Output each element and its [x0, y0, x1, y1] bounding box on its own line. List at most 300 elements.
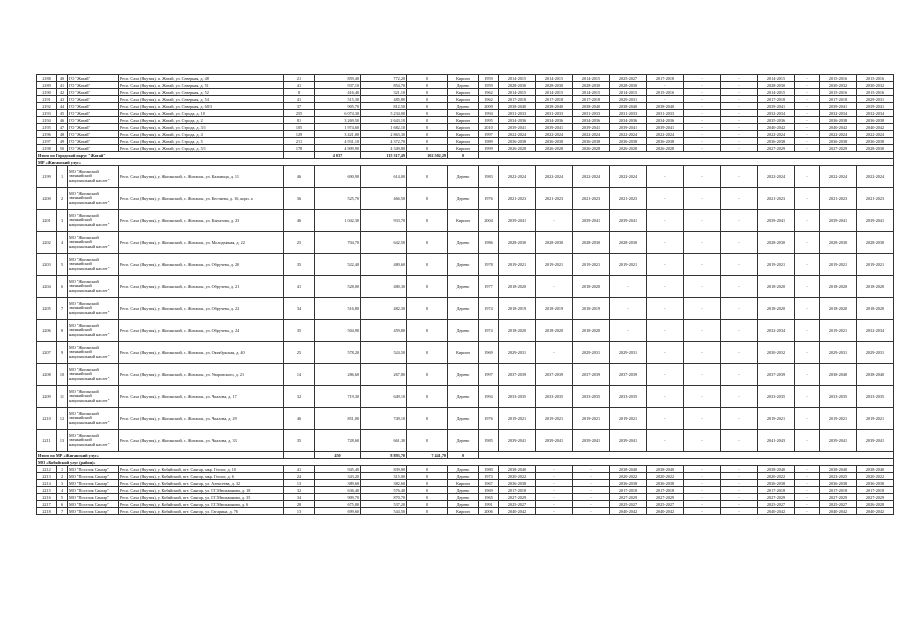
cell-wall: Дерево [448, 494, 479, 501]
cell-y8: 2032-2034 [758, 320, 795, 342]
cell-municipality: ГО "Жатай" [68, 110, 119, 117]
cell-y6: - [684, 508, 721, 515]
cell-flats: 211 [284, 138, 315, 145]
cell-y3: 2034-2036 [573, 117, 610, 124]
cell-y4: 2039-2041 [610, 430, 647, 452]
cell-area_living: 854,70 [361, 82, 407, 89]
cell-y5: - [647, 82, 684, 89]
cell-address: Респ. Саха (Якутия), п. Жатай, ул. Северная, д. 51 [119, 82, 284, 89]
cell-y2: 2014-2015 [536, 75, 573, 82]
cell-area_living: 749,10 [361, 408, 407, 430]
cell-y10: 2036-2038 [820, 117, 857, 124]
cell-y2: - [536, 480, 573, 487]
cell-y5: - [647, 96, 684, 103]
cell-y4: 2027-2029 [610, 494, 647, 501]
cell-y2: 2026-2028 [536, 145, 573, 152]
cell-area_total: 909,70 [315, 494, 361, 501]
cell-y11: 2033-2035 [857, 386, 894, 408]
cell-y2: 2028-2030 [536, 232, 573, 254]
cell-y3: 2026-2028 [573, 145, 610, 152]
cell-area_total: 522,40 [315, 254, 361, 276]
cell-municipality: ГО "Жатай" [68, 89, 119, 96]
cell-address: Респ. Саха (Якутия), п. Жатай, ул. Строда, д. 10 [119, 110, 284, 117]
cell-year: 1983 [479, 166, 499, 188]
cell-y1: 2019-2021 [499, 408, 536, 430]
cell-y11: 2040-2042 [857, 508, 894, 515]
cell-id: 2218 [37, 508, 57, 515]
cell-n: 43 [57, 96, 68, 103]
cell-y6: - [684, 166, 721, 188]
cell-n: 7 [57, 508, 68, 515]
cell-y7: - [721, 210, 758, 232]
cell-y3: 2018-2020 [573, 320, 610, 342]
cell-n: 46 [57, 117, 68, 124]
cell-col8: 0 [407, 494, 448, 501]
cell-area_total: 4 931,10 [315, 138, 361, 145]
cell-year: 1969 [479, 487, 499, 494]
cell-y2: - [536, 276, 573, 298]
cell-y11: 2028-2030 [857, 145, 894, 152]
cell-y1: 2028-2030 [499, 232, 536, 254]
cell-y8: 2035-2036 [758, 117, 795, 124]
cell-area_total: 1 042,30 [315, 210, 361, 232]
cell-address: Респ. Саха (Якутия), п. Жатай, ул. Северная, д. 48 [119, 75, 284, 82]
cell-n: 40 [57, 75, 68, 82]
cell-y3: - [573, 487, 610, 494]
cell-y3: - [573, 501, 610, 508]
cell-y3: - [573, 480, 610, 487]
cell-n: 11 [57, 386, 68, 408]
cell-flats: 105 [284, 124, 315, 131]
cell-y5: 2031-2033 [647, 110, 684, 117]
cell-n: 6 [57, 501, 68, 508]
cell-y8: 2039-2041 [758, 210, 795, 232]
cell-col8: 0 [407, 188, 448, 210]
cell-y6: - [684, 430, 721, 452]
cell-wall: Дерево [448, 364, 479, 386]
cell-y4: 2039-2041 [610, 210, 647, 232]
cell-y10: 2017-2018 [820, 96, 857, 103]
cell-address: Респ. Саха (Якутия), у. Кобяйский, пгт. Сангар, ул. Алексеева, д. 32 [119, 480, 284, 487]
subtotal-area-total: 115 317,49 [361, 152, 407, 159]
cell-y4: 2038-2040 [610, 103, 647, 110]
cell-col8: 0 [407, 276, 448, 298]
cell-year: 1974 [479, 298, 499, 320]
cell-y5: 2036-2038 [647, 138, 684, 145]
cell-y9: - [795, 508, 820, 515]
cell-year: 1969 [479, 342, 499, 364]
cell-y5: 2017-2018 [647, 75, 684, 82]
cell-flats: 41 [284, 96, 315, 103]
cell-id: 2193 [37, 110, 57, 117]
subtotal-blank [284, 452, 315, 459]
cell-y6: - [684, 466, 721, 473]
cell-year: 2006 [479, 508, 499, 515]
cell-y11: 2038-2040 [857, 364, 894, 386]
cell-y5: 2027-2029 [647, 494, 684, 501]
cell-col8: 0 [407, 473, 448, 480]
cell-y9: - [795, 473, 820, 480]
cell-area_total: 578,20 [315, 342, 361, 364]
cell-y1: 2040-2042 [499, 508, 536, 515]
cell-y8: 2020-2022 [758, 473, 795, 480]
cell-id: 2203 [37, 254, 57, 276]
cell-y9: - [795, 232, 820, 254]
cell-address: Респ. Саха (Якутия), у. Кобяйский, пгт. Сангар, мкр. Геолог, д. 6 [119, 473, 284, 480]
cell-y6: - [684, 103, 721, 110]
cell-y5: - [647, 254, 684, 276]
cell-municipality: МО "Жиганский эвенкийский национальный наслег" [68, 276, 119, 298]
cell-y3: 2022-2024 [573, 166, 610, 188]
cell-year: 1999 [479, 145, 499, 152]
cell-y7: - [721, 494, 758, 501]
cell-y1: 2033-2035 [499, 386, 536, 408]
cell-municipality: ГО "Жатай" [68, 124, 119, 131]
cell-y4: 2038-2040 [610, 466, 647, 473]
cell-col8: 0 [407, 166, 448, 188]
cell-y1: 2038-2040 [499, 103, 536, 110]
cell-y9: - [795, 131, 820, 138]
cell-address: Респ. Саха (Якутия), п. Жатай, ул. Строда, д. 4 [119, 131, 284, 138]
cell-y10: 2019-2021 [820, 320, 857, 342]
cell-wall: Дерево [448, 103, 479, 110]
cell-y1: 2028-2030 [499, 82, 536, 89]
cell-col8: 0 [407, 342, 448, 364]
cell-n: 3 [57, 210, 68, 232]
cell-id: 2198 [37, 145, 57, 152]
cell-area_total: 528,00 [315, 276, 361, 298]
cell-y3: 2039-2041 [573, 210, 610, 232]
cell-col8: 0 [407, 124, 448, 131]
cell-address: Респ. Саха (Якутия), у. Жиганский, с. Жиганск, ул. Молодежная, д. 22 [119, 232, 284, 254]
cell-y3: 2028-2030 [573, 232, 610, 254]
cell-address: Респ. Саха (Якутия), у. Кобяйский, пгт. Сангар, ул. Г.Г.Мюльванова, д. 6 [119, 501, 284, 508]
cell-y9: - [795, 386, 820, 408]
cell-area_total: 416,40 [315, 89, 361, 96]
cell-y9: - [795, 117, 820, 124]
cell-y6: - [684, 276, 721, 298]
cell-y2: 2038-2040 [536, 103, 573, 110]
cell-y2: - [536, 494, 573, 501]
cell-n: 4 [57, 232, 68, 254]
cell-y4: 2022-2024 [610, 166, 647, 188]
cell-y10: 2015-2016 [820, 89, 857, 96]
table-row [37, 254, 894, 276]
cell-y3: 2014-2015 [573, 75, 610, 82]
cell-address: Респ. Саха (Якутия), у. Кобяйский, пгт. Сангар, ул. Гагарина, д. 76 [119, 508, 284, 515]
subtotal-label: Итого по МР «Жиганский улус» [37, 452, 284, 459]
cell-y8: 2041-2043 [758, 430, 795, 452]
table-row [37, 75, 894, 82]
cell-area_total: 3 269,50 [315, 117, 361, 124]
cell-y10: 2025-2027 [820, 501, 857, 508]
cell-y3: 2014-2015 [573, 89, 610, 96]
cell-area_living: 2 863,30 [361, 131, 407, 138]
cell-y1: 2038-2040 [499, 466, 536, 473]
cell-area_total: 343,20 [315, 473, 361, 480]
cell-y10: 2023-2025 [820, 473, 857, 480]
cell-area_total: 504,90 [315, 320, 361, 342]
cell-area_living: 466,50 [361, 188, 407, 210]
cell-wall: Кирпич [448, 96, 479, 103]
cell-y4: - [610, 298, 647, 320]
cell-municipality: ГО "Жатай" [68, 96, 119, 103]
cell-y6: - [684, 145, 721, 152]
cell-area_living: 649,10 [361, 386, 407, 408]
cell-wall: Дерево [448, 276, 479, 298]
cell-y2: - [536, 210, 573, 232]
cell-id: 2213 [37, 473, 57, 480]
cell-y5: 2039-2041 [647, 124, 684, 131]
subtotal-area-total: 8 893,70 [361, 452, 407, 459]
cell-wall: Дерево [448, 320, 479, 342]
cell-area_total: 4 909,90 [315, 145, 361, 152]
cell-y6: - [684, 232, 721, 254]
cell-municipality: МО "Поселок Сангар" [68, 494, 119, 501]
table-row [37, 188, 894, 210]
cell-n: 1 [57, 466, 68, 473]
cell-y8: 2040-2042 [758, 124, 795, 131]
cell-y4: 2019-2021 [610, 408, 647, 430]
cell-y7: - [721, 320, 758, 342]
table-row [37, 103, 894, 110]
cell-area_living: 4 349,80 [361, 145, 407, 152]
cell-col8: 0 [407, 75, 448, 82]
cell-flats: 25 [284, 342, 315, 364]
cell-col8: 0 [407, 501, 448, 508]
table-row [37, 494, 894, 501]
cell-id: 2200 [37, 188, 57, 210]
cell-y9: - [795, 124, 820, 131]
subtotal-area-living: 102 502,29 [407, 152, 448, 159]
cell-year: 1977 [479, 276, 499, 298]
cell-area_living: 4 372,70 [361, 138, 407, 145]
cell-y2: - [536, 466, 573, 473]
cell-y1: 2014-2015 [499, 75, 536, 82]
cell-municipality: ГО "Жатай" [68, 131, 119, 138]
cell-id: 2188 [37, 75, 57, 82]
cell-y10: 2021-2023 [820, 188, 857, 210]
cell-y2: 2022-2024 [536, 166, 573, 188]
cell-n: 8 [57, 320, 68, 342]
cell-y7: - [721, 82, 758, 89]
cell-municipality: МО "Жиганский эвенкийский национальный наслег" [68, 430, 119, 452]
cell-y5: 2040-2042 [647, 508, 684, 515]
cell-y6: - [684, 138, 721, 145]
table-row [37, 408, 894, 430]
cell-y7: - [721, 75, 758, 82]
cell-wall: Дерево [448, 82, 479, 89]
cell-y2: 2014-2015 [536, 89, 573, 96]
cell-id: 2215 [37, 487, 57, 494]
cell-y5: - [647, 408, 684, 430]
subtotal-empty [479, 152, 894, 159]
cell-y3: 2028-2030 [573, 82, 610, 89]
cell-id: 2217 [37, 501, 57, 508]
cell-year: 1986 [479, 232, 499, 254]
cell-municipality: МО "Поселок Сангар" [68, 473, 119, 480]
cell-y3: 2019-2021 [573, 254, 610, 276]
subtotal-col8: 0 [448, 452, 479, 459]
cell-col8: 0 [407, 210, 448, 232]
cell-flats: 32 [284, 487, 315, 494]
cell-y11: 2020-2022 [857, 473, 894, 480]
table-row [37, 110, 894, 117]
cell-wall: Дерево [448, 473, 479, 480]
cell-y11: 2040-2042 [857, 124, 894, 131]
cell-y7: - [721, 487, 758, 494]
cell-y6: - [684, 89, 721, 96]
cell-y8: 2037-2039 [758, 364, 795, 386]
cell-y5: - [647, 320, 684, 342]
cell-area_total: 675,00 [315, 501, 361, 508]
cell-wall: Кирпич [448, 75, 479, 82]
cell-col8: 0 [407, 430, 448, 452]
cell-area_living: 933,70 [361, 210, 407, 232]
cell-n: 12 [57, 408, 68, 430]
cell-y2: 2039-2041 [536, 430, 573, 452]
cell-y1: 2036-2038 [499, 480, 536, 487]
cell-y1: 2029-2031 [499, 342, 536, 364]
cell-municipality: ГО "Жатай" [68, 117, 119, 124]
cell-area_living: 1 682,10 [361, 124, 407, 131]
cell-y8: 2014-2015 [758, 89, 795, 96]
cell-y3: 2036-2038 [573, 138, 610, 145]
cell-year: 1976 [479, 408, 499, 430]
cell-id: 2205 [37, 298, 57, 320]
cell-municipality: МО "Поселок Сангар" [68, 487, 119, 494]
cell-col8: 0 [407, 232, 448, 254]
cell-y8: 2036-2038 [758, 480, 795, 487]
cell-y3: 2018-2020 [573, 276, 610, 298]
cell-y6: - [684, 320, 721, 342]
cell-y4: 2022-2024 [610, 131, 647, 138]
section-header-row [37, 459, 894, 466]
table-row [37, 473, 894, 480]
cell-y11: 2017-2018 [857, 487, 894, 494]
cell-municipality: МО "Жиганский эвенкийский национальный наслег" [68, 298, 119, 320]
cell-y4: 2014-2015 [610, 89, 647, 96]
cell-y10: 2017-2018 [820, 487, 857, 494]
cell-area_living: 614,00 [361, 166, 407, 188]
cell-y5: 2036-2038 [647, 480, 684, 487]
cell-y7: - [721, 254, 758, 276]
cell-y8: 2027-2029 [758, 145, 795, 152]
cell-y8: 2019-2021 [758, 408, 795, 430]
cell-y1: 2034-2036 [499, 117, 536, 124]
cell-wall: Кирпич [448, 480, 479, 487]
cell-id: 2189 [37, 82, 57, 89]
cell-id: 2208 [37, 364, 57, 386]
cell-y3: 2031-2033 [573, 110, 610, 117]
cell-y11: 2026-2028 [857, 501, 894, 508]
cell-y6: - [684, 298, 721, 320]
cell-area_living: 839,00 [361, 466, 407, 473]
cell-area_living: 544,50 [361, 508, 407, 515]
cell-y7: - [721, 342, 758, 364]
cell-y6: - [684, 131, 721, 138]
cell-y10: 2040-2042 [820, 124, 857, 131]
cell-y5: 2038-2040 [647, 466, 684, 473]
cell-municipality: МО "Жиганский эвенкийский национальный наслег" [68, 210, 119, 232]
cell-y10: 2039-2041 [820, 210, 857, 232]
cell-y11: 2021-2023 [857, 188, 894, 210]
cell-area_total: 690,90 [315, 166, 361, 188]
cell-area_living: 382,60 [361, 480, 407, 487]
cell-wall: Дерево [448, 386, 479, 408]
cell-y6: - [684, 494, 721, 501]
cell-y4: 2026-2028 [610, 145, 647, 152]
cell-area_living: 5 234,00 [361, 110, 407, 117]
cell-col8: 0 [407, 320, 448, 342]
cell-y11: 2032-2034 [857, 320, 894, 342]
cell-n: 45 [57, 110, 68, 117]
cell-n: 7 [57, 298, 68, 320]
cell-y9: - [795, 82, 820, 89]
subtotal-flats: 450 [315, 452, 361, 459]
cell-y5: - [647, 364, 684, 386]
subtotal-flats: 4 037 [315, 152, 361, 159]
cell-y2: 2021-2023 [536, 188, 573, 210]
cell-y6: - [684, 408, 721, 430]
cell-y11: 2039-2041 [857, 430, 894, 452]
cell-y11: 2030-2032 [857, 82, 894, 89]
cell-y3: 2038-2040 [573, 103, 610, 110]
cell-year: 1976 [479, 188, 499, 210]
cell-y6: - [684, 110, 721, 117]
cell-area_total: 3 421,00 [315, 131, 361, 138]
cell-municipality: ГО "Жатай" [68, 138, 119, 145]
cell-y6: - [684, 188, 721, 210]
cell-y7: - [721, 408, 758, 430]
cell-flats: 24 [284, 473, 315, 480]
cell-municipality: МО "Жиганский эвенкийский национальный наслег" [68, 364, 119, 386]
cell-wall: Дерево [448, 232, 479, 254]
table-row [37, 508, 894, 515]
cell-wall: Кирпич [448, 342, 479, 364]
cell-y4: - [610, 276, 647, 298]
cell-y4: 2020-2022 [610, 473, 647, 480]
cell-flats: 36 [284, 188, 315, 210]
cell-y1: 2017-2018 [499, 96, 536, 103]
cell-y1: 2018-2020 [499, 320, 536, 342]
cell-y7: - [721, 138, 758, 145]
cell-address: Респ. Саха (Якутия), у. Жиганский, с. Жиганск, ул. Октябрьская, д. 40 [119, 342, 284, 364]
cell-area_living: 537,20 [361, 501, 407, 508]
cell-municipality: ГО "Жатай" [68, 82, 119, 89]
cell-y5: 2020-2022 [647, 473, 684, 480]
cell-y2: 2019-2021 [536, 408, 573, 430]
cell-wall: Кирпич [448, 508, 479, 515]
cell-y10: 2028-2030 [820, 232, 857, 254]
cell-y11: 2038-2040 [857, 466, 894, 473]
cell-y4: 2019-2021 [610, 254, 647, 276]
cell-y4: - [610, 320, 647, 342]
cell-y1: 2039-2041 [499, 430, 536, 452]
cell-y1: 2017-2018 [499, 487, 536, 494]
cell-id: 2194 [37, 117, 57, 124]
cell-y10: 2038-2040 [820, 364, 857, 386]
cell-y10: 2019-2021 [820, 254, 857, 276]
cell-municipality: ГО "Жатай" [68, 75, 119, 82]
cell-year: 1967 [479, 480, 499, 487]
cell-y11: 2027-2029 [857, 494, 894, 501]
cell-municipality: МО "Поселок Сангар" [68, 508, 119, 515]
cell-area_total: 945,40 [315, 466, 361, 473]
cell-y7: - [721, 430, 758, 452]
cell-area_total: 286,60 [315, 364, 361, 386]
cell-y4: 2040-2042 [610, 508, 647, 515]
